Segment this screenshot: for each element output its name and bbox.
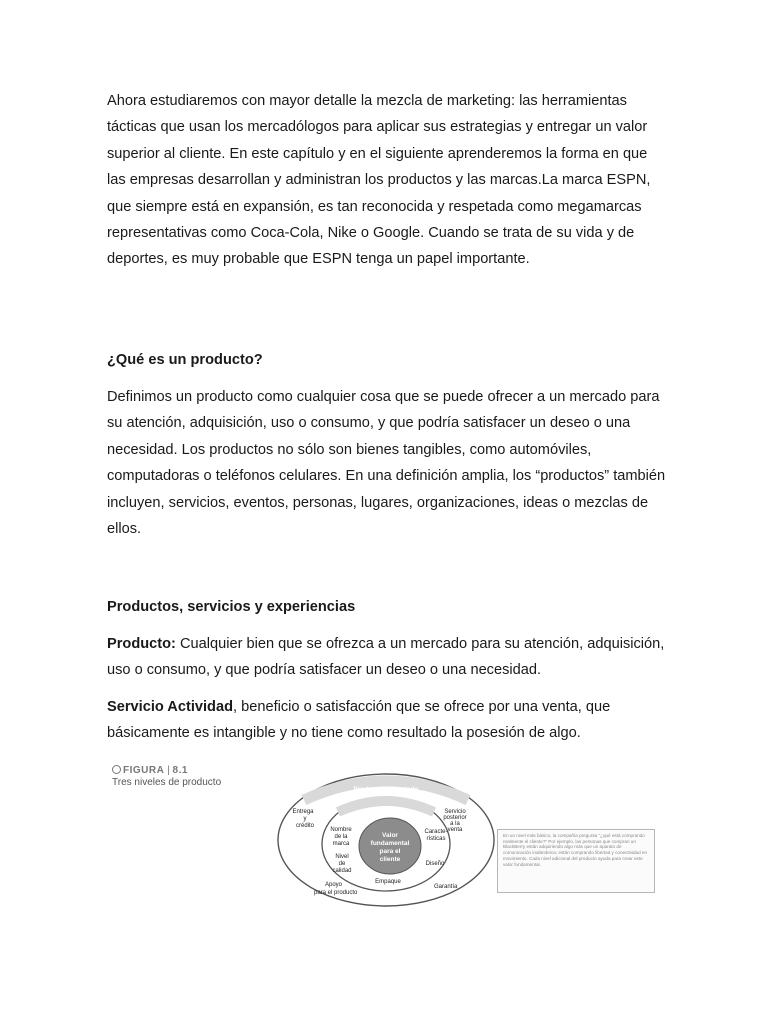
producto-text: Cualquier bien que se ofrezca a un mercado para su atención, adquisición, uso o consumo, y que podría satisfacer un deseo o una necesidad. xyxy=(107,636,665,679)
core-line-3: para el xyxy=(379,848,401,855)
ring-outer-label: Producto aumentado xyxy=(353,786,419,793)
core-line-1: Valor xyxy=(382,832,398,839)
servicio-term: Servicio Actividad xyxy=(107,699,233,715)
apoyo-line-2: para el producto xyxy=(314,890,358,896)
entrega-line-1: Entrega xyxy=(292,809,314,815)
empaque-label: Empaque xyxy=(375,879,401,885)
servicio-line-1: Servicio xyxy=(444,809,466,815)
heading-que-es-producto: ¿Qué es un producto? xyxy=(107,352,263,368)
servicio-line-3: a la xyxy=(450,821,460,827)
product-levels-diagram xyxy=(274,770,498,910)
producto-term: Producto: xyxy=(107,636,176,652)
apoyo-line-1: Apoyo xyxy=(325,882,343,888)
intro-paragraph: Ahora estudiaremos con mayor detalle la mezcla de marketing: las herramientas tácticas que usan los mercadólogos para aplicar sus estrategias y entregar un valor superior al cliente. En este capítulo y en el siguiente aprenderemos la forma en que las empresas desarrollan y administran los productos y las marcas.La marca ESPN, que siempre está en expansión, es tan reconocida y respetada como megamarcas representativas como Coca-Cola, Nike o Google. Cuando se trata de su vida y de deportes, es muy probable que ESPN tenga un papel importante. xyxy=(107,93,651,268)
figure-number: 8.1 xyxy=(172,765,188,776)
nombre-line-1: Nombre xyxy=(330,827,352,833)
heading-productos-servicios: Productos, servicios y experiencias xyxy=(107,599,356,615)
figure-caption: FIGURA | 8.1 Tres niveles de producto xyxy=(112,765,222,788)
diseno-label: Diseño xyxy=(425,861,445,867)
figure-note: En un nivel más básico, la compañía pregunta "¿qué está comprando realmente el cliente?" Por ejemplo, las personas que compran un BlackBerry están adquiriendo algo más que un aparato de comunicación inalámbrica; están comprando libertad y conectividad en movimiento. Cada nivel adicional del producto ayuda para crear este valor fundamental. xyxy=(497,829,655,893)
core-line-2: fundamental xyxy=(370,840,410,847)
producto-definition xyxy=(107,631,667,684)
nombre-line-2: de la xyxy=(334,834,348,840)
nivel-line-2: de xyxy=(338,861,346,867)
caracteristicas-line-1: Caracte- xyxy=(424,829,448,835)
core-line-4: cliente xyxy=(379,856,401,863)
ring-middle-label: Producto real xyxy=(366,811,406,817)
servicio-line-2: posterior xyxy=(443,815,467,821)
figure-caption-text: Tres niveles de producto xyxy=(112,777,222,788)
nivel-line-3: calidad xyxy=(332,868,352,874)
servicio-text: , beneficio o satisfacción que se ofrece por una venta, que básicamente es intangible y no tiene como resultado la posesión de algo. xyxy=(107,699,611,742)
servicio-definition xyxy=(107,694,667,747)
entrega-line-2: y xyxy=(303,816,307,822)
servicio-line-4: venta xyxy=(447,827,463,833)
caracteristicas-line-2: rísticas xyxy=(426,836,446,842)
nivel-line-1: Nivel xyxy=(335,854,349,860)
garantia-label: Garantía xyxy=(434,884,458,890)
figure-bullet-icon xyxy=(112,765,121,774)
definition-paragraph: Definimos un producto como cualquier cosa que se puede ofrecer a un mercado para su atención, adquisición, uso o consumo, y que podría satisfacer un deseo o una necesidad. Los productos no sólo son bienes tangibles, como automóviles, computadoras o teléfonos celulares. En una definición amplia, los “productos” también incluyen, servicios, eventos, personas, lugares, organizaciones, ideas o mezclas de ellos. xyxy=(107,389,666,538)
figure-label: FIGURA xyxy=(123,765,165,776)
nombre-line-3: marca xyxy=(332,841,350,847)
entrega-line-3: crédito xyxy=(295,823,315,829)
